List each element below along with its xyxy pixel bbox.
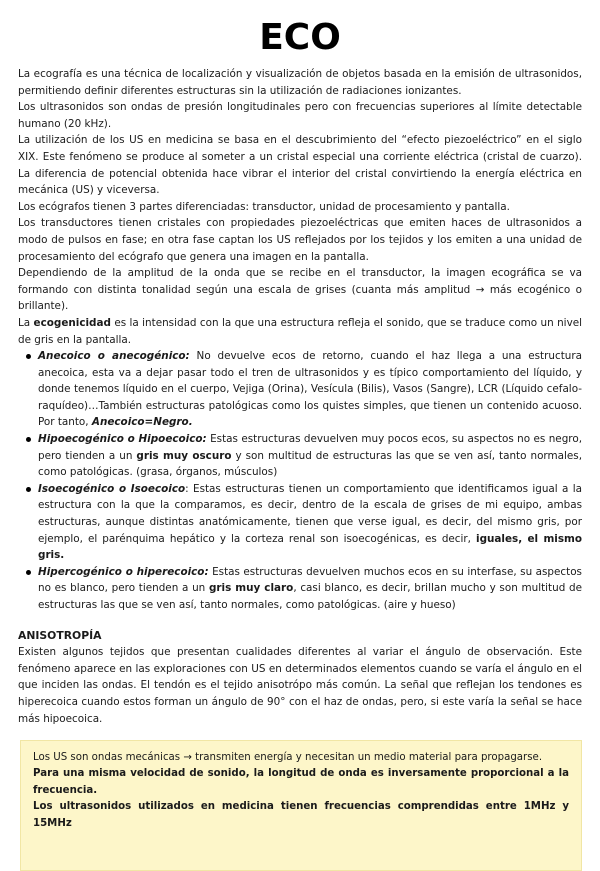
intro-paragraph: La ecografía es una técnica de localización y visualización de objetos basada en la emisión de ultrasonidos, permitiendo definir diferentes estructuras sin la utilización de radiaciones ionizantes. — [18, 68, 582, 97]
note-line-2: Para una misma velocidad de sonido, la longitud de onda es inversamente proporcional a la frecuencia. — [33, 768, 569, 796]
amplitude-paragraph: Dependiendo de la amplitud de la onda que se recibe en el transductor, la imagen ecográfica se va formando con distinta tonalidad según una escala de grises (cuanta más amplitud → más ecogénico o brillante). — [18, 267, 582, 313]
ecogenicity-paragraph: La ecogenicidad es la intensidad con la que una estructura refleja el sonido, que se traduce como un nivel de gris en la pantalla. — [18, 316, 582, 346]
document-body — [18, 66, 582, 727]
transducer-paragraph: Los transductores tienen cristales con propiedades piezoeléctricas que emiten haces de ultrasonidos a modo de pulsos en fase; en otra fase captan los US reflejados por los tejidos y los emiten a una unidad de procesamiento del ecógrafo que genera una imagen en la pantalla. — [18, 217, 582, 263]
anisotropia-paragraph: Existen algunos tejidos que presentan cualidades diferentes al variar el ángulo de observación. Este fenómeno aparece en las exploraciones con US en determinados elementos cuando se varía el ángulo en el que inciden las ondas. El tendón es el tejido anisotrópo más común. La señal que reflejan los tendones es hiperecoica cuando estos forman un ángulo de 90° con el haz de ondas, pero, si este varía la señal se hace más hipoecoica. — [18, 646, 582, 725]
ultrasound-definition-paragraph: Los ultrasonidos son ondas de presión longitudinales pero con frecuencias superiores al límite detectable humano (20 kHz). — [18, 101, 582, 130]
page-title: ECO — [259, 17, 341, 58]
list-item-anecoico: Anecoico o anecogénico: No devuelve ecos de retorno, cuando el haz llega a una estructura anecoica, esta va a dejar pasar todo el tren de ultrasonidos y es típico comportamiento del líquido, y donde tenemos líquido en el cuerpo, Vejiga (Orina), Vesícula (Bilis), Vasos (Sangre), LCR (Líquido cefalo-raquídeo)…También estructuras patológicas como los quistes simples, que tienen un contenido acuoso. Por tanto, Anecoico=Negro. — [38, 348, 582, 431]
ecograph-parts-paragraph: Los ecógrafos tienen 3 partes diferenciadas: transductor, unidad de procesamiento y pantalla. — [18, 200, 510, 213]
list-item-hiperecoico: Hipercogénico o hiperecoico: Estas estructuras devuelven muchos ecos en su interfase, su aspectos no es blanco, pero tienden a un gris muy claro, casi blanco, es decir, brillan mucho y son multitud de estructuras las que se ven así, tanto normales, como patológicas. (aire y hueso) — [38, 564, 582, 614]
note-line-1: Los US son ondas mecánicas → transmiten energía y necesitan un medio material para propagarse. — [33, 752, 543, 763]
anisotropia-heading: ANISOTROPÍA — [18, 628, 102, 642]
list-item-isoecoico: Isoecogénico o Isoecoico: Estas estructuras tienen un comportamiento que identificamos igual a la estructura con la que la comparamos, es decir, dentro de la escala de grises de mi equipo, ambas estructuras, aunque distintas anatómicamente, tienen que verse igual, es decir, del mismo gris, por ejemplo, el parénquima hepático y la corteza renal son isoecogénicas, es decir, iguales, el mismo gris. — [38, 481, 582, 564]
list-item-hipoecoico: Hipoecogénico o Hipoecoico: Estas estructuras devuelven muy pocos ecos, su aspectos no es negro, pero tienden a un gris muy oscuro y son multitud de estructuras las que se ven así, tanto normales, como patológicas. (grasa, órganos, músculos) — [38, 431, 582, 481]
summary-note-box — [20, 740, 582, 871]
ecogenicity-term: ecogenicidad — [33, 316, 111, 329]
echogenicity-list — [18, 348, 582, 614]
note-line-3: Los ultrasonidos utilizados en medicina tienen frecuencias comprendidas entre 1MHz y 15MHz — [33, 801, 569, 829]
piezoelectric-paragraph: La utilización de los US en medicina se basa en el descubrimiento del “efecto piezoeléctrico” en el siglo XIX. Este fenómeno se produce al someter a un cristal especial una corriente eléctrica (cristal de cuarzo). La diferencia de potencial obtenida hace vibrar el interior del cristal convirtiendo la energía eléctrica en mecánica (US) y viceversa. — [18, 134, 582, 197]
